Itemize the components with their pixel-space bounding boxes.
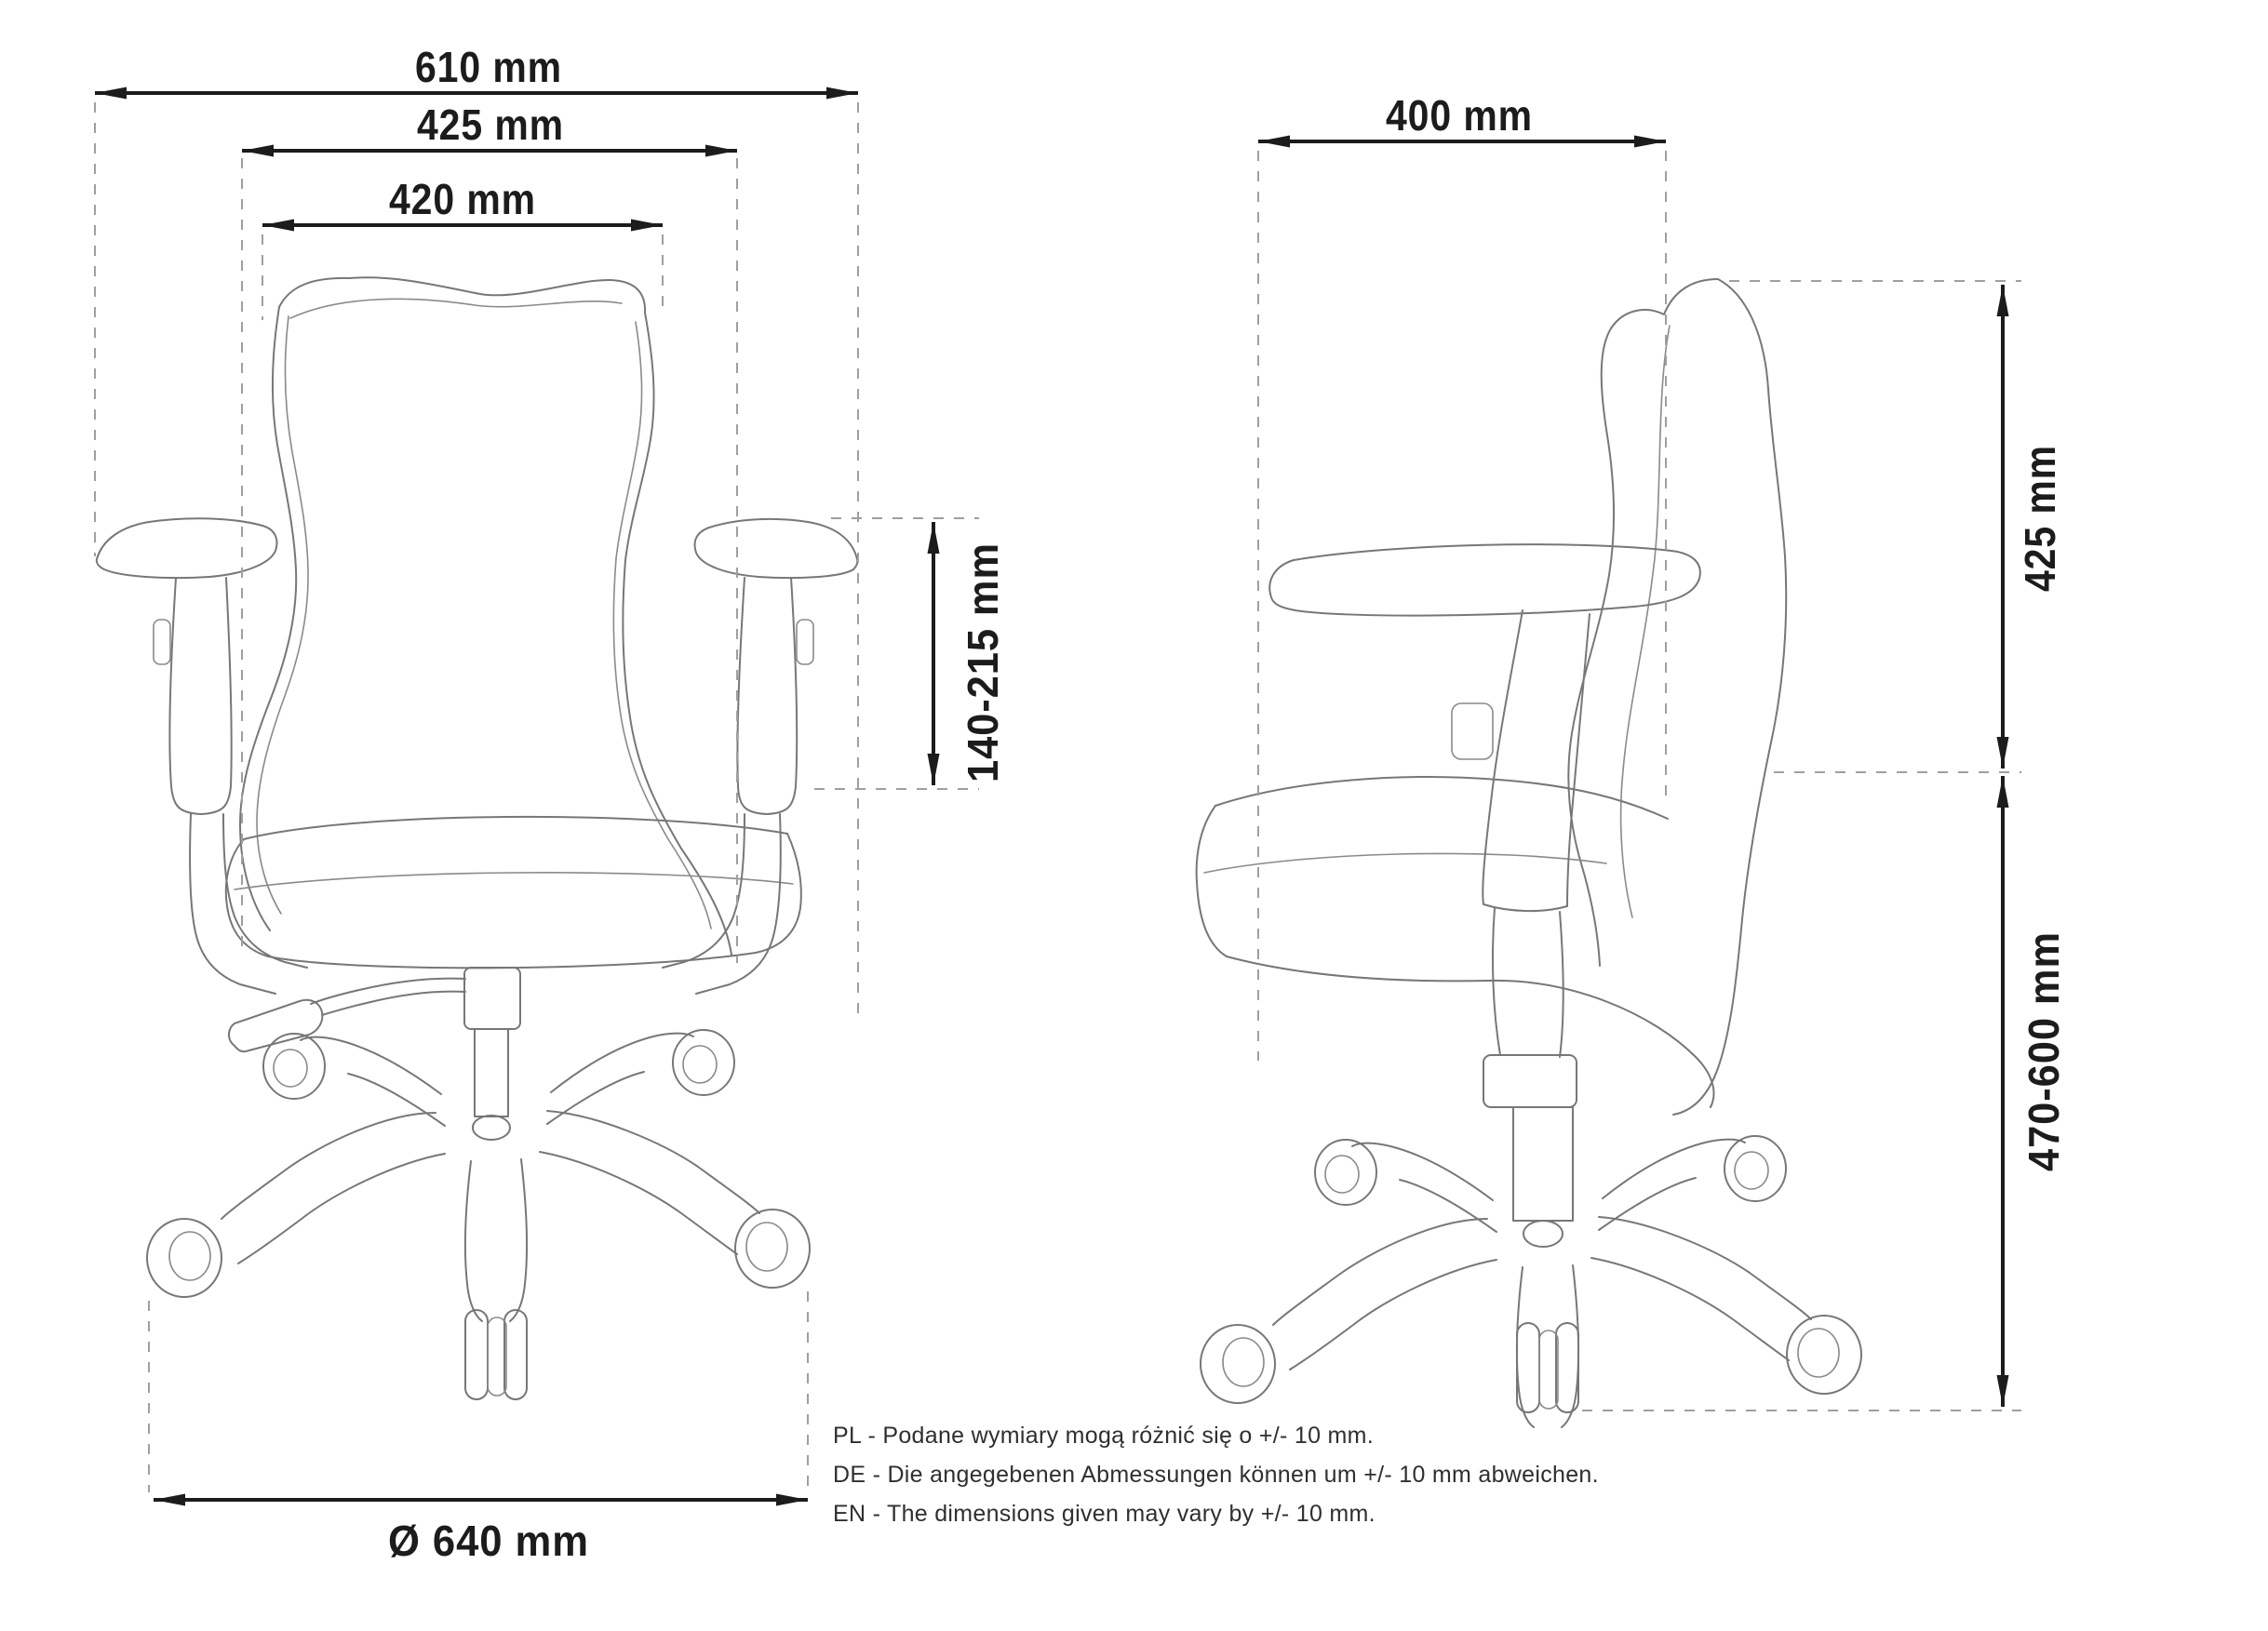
dim-label-425-side: 425 mm bbox=[2016, 426, 2064, 592]
dim-label-610: 610 mm bbox=[415, 43, 562, 91]
side-seat bbox=[1197, 777, 1714, 1107]
dim-side-seat-depth bbox=[1258, 91, 1666, 141]
backrest-top-edge bbox=[279, 277, 645, 313]
dim-label-425: 425 mm bbox=[417, 100, 564, 149]
side-view-drawing bbox=[1197, 91, 2068, 1427]
lever-handle bbox=[229, 1000, 322, 1051]
side-guide-lines bbox=[1258, 151, 2021, 1410]
side-base-arm-rear-right bbox=[1599, 1140, 1745, 1230]
left-armrest-button bbox=[154, 620, 170, 664]
left-armrest-arm-outer bbox=[190, 814, 275, 994]
side-caster-rear-left bbox=[1315, 1140, 1376, 1205]
side-gas-lift-collar bbox=[1483, 1055, 1577, 1107]
side-caster-mid-left-inner bbox=[1223, 1338, 1264, 1386]
right-armrest-post bbox=[737, 578, 797, 814]
note-pl: PL - Podane wymiary mogą różnić się o +/- 10 mm. bbox=[833, 1423, 1375, 1449]
base-arm-mid-right bbox=[540, 1111, 759, 1254]
caster-front-wheel-left bbox=[465, 1310, 488, 1399]
gas-lift-shaft bbox=[475, 1029, 508, 1116]
lever-rod-bottom bbox=[322, 992, 465, 1015]
right-armrest-pad bbox=[695, 519, 858, 578]
caster-rear-right-inner bbox=[683, 1046, 717, 1083]
caster-front-wheel-right bbox=[504, 1310, 527, 1399]
side-armrest-button bbox=[1452, 703, 1493, 759]
right-armrest-arm-outer bbox=[696, 814, 781, 994]
seat-bottom bbox=[268, 834, 801, 968]
seat-top-rim bbox=[244, 817, 787, 839]
dim-side-backrest-height bbox=[2003, 285, 2064, 769]
dim-label-470-600: 470-600 mm bbox=[2020, 916, 2068, 1171]
side-seat-seam bbox=[1204, 853, 1606, 873]
side-seat-front bbox=[1197, 806, 1227, 956]
front-view-drawing bbox=[95, 43, 1007, 1565]
caster-rear-right bbox=[673, 1030, 734, 1095]
base-arm-rear-right bbox=[547, 1034, 693, 1124]
dim-label-140-215: 140-215 mm bbox=[959, 528, 1007, 782]
front-backrest bbox=[240, 277, 731, 955]
backrest-left-edge bbox=[240, 307, 296, 930]
side-backrest-seam bbox=[1621, 326, 1670, 917]
side-seat-top bbox=[1215, 777, 1668, 819]
side-armrest-pad bbox=[1269, 544, 1700, 615]
backrest-right-edge bbox=[623, 313, 731, 955]
dim-front-backrest-width bbox=[262, 175, 663, 225]
seat-seam bbox=[235, 873, 793, 889]
backrest-top-seam bbox=[290, 299, 622, 318]
front-guide-lines bbox=[95, 102, 979, 1492]
side-base bbox=[1201, 1055, 1861, 1427]
side-backrest-rear-edge bbox=[1673, 279, 1786, 1115]
caster-rear-left-inner bbox=[274, 1049, 307, 1087]
base-hub-hole bbox=[473, 1116, 510, 1140]
side-caster-rear-left-inner bbox=[1325, 1156, 1359, 1193]
dim-front-base-diameter bbox=[154, 1500, 808, 1565]
side-seat-bottom bbox=[1227, 956, 1713, 1107]
caster-mid-left-inner bbox=[169, 1232, 210, 1280]
side-base-hub-hole bbox=[1523, 1221, 1563, 1247]
front-base bbox=[147, 968, 810, 1399]
dim-label-400: 400 mm bbox=[1386, 91, 1533, 140]
front-left-armrest bbox=[97, 518, 307, 994]
side-backrest bbox=[1568, 279, 1786, 1115]
backrest-left-seam bbox=[257, 316, 308, 914]
side-gas-lift-shaft bbox=[1513, 1107, 1573, 1221]
left-armrest-pad bbox=[97, 518, 277, 578]
dim-label-420: 420 mm bbox=[389, 175, 536, 223]
dim-front-upper-width bbox=[242, 100, 737, 151]
side-backrest-front-edge bbox=[1568, 279, 1718, 966]
dim-label-diameter: Ø 640 mm bbox=[388, 1517, 589, 1565]
side-caster-rear-right-inner bbox=[1735, 1152, 1768, 1189]
dim-side-seat-height bbox=[2003, 776, 2068, 1407]
right-armrest-button bbox=[797, 620, 813, 664]
front-right-armrest bbox=[663, 519, 857, 994]
note-de: DE - Die angegebenen Abmessungen können um +/- 10 mm abweichen. bbox=[833, 1462, 1599, 1488]
side-base-arm-front bbox=[1517, 1265, 1578, 1427]
base-arm-mid-left bbox=[221, 1113, 445, 1263]
side-base-arm-mid-left bbox=[1273, 1219, 1496, 1370]
side-caster-rear-right bbox=[1724, 1136, 1786, 1201]
note-en: EN - The dimensions given may vary by +/- 10 mm. bbox=[833, 1501, 1376, 1527]
dim-front-overall-width bbox=[95, 43, 858, 93]
side-caster-mid-right-inner bbox=[1798, 1329, 1839, 1377]
gas-lift-collar bbox=[464, 968, 520, 1029]
front-tilt-lever bbox=[229, 979, 465, 1052]
tolerance-notes bbox=[833, 1416, 1599, 1533]
left-armrest-post bbox=[169, 578, 231, 814]
caster-rear-left bbox=[263, 1034, 325, 1099]
caster-mid-right-inner bbox=[746, 1223, 787, 1271]
backrest-right-seam bbox=[613, 322, 711, 929]
dim-front-armrest-height bbox=[933, 522, 1007, 785]
left-armrest-arm-inner bbox=[223, 814, 307, 968]
base-arm-front bbox=[465, 1159, 527, 1321]
side-armrest-post-upper bbox=[1483, 610, 1590, 911]
side-base-arm-mid-right bbox=[1591, 1217, 1811, 1360]
